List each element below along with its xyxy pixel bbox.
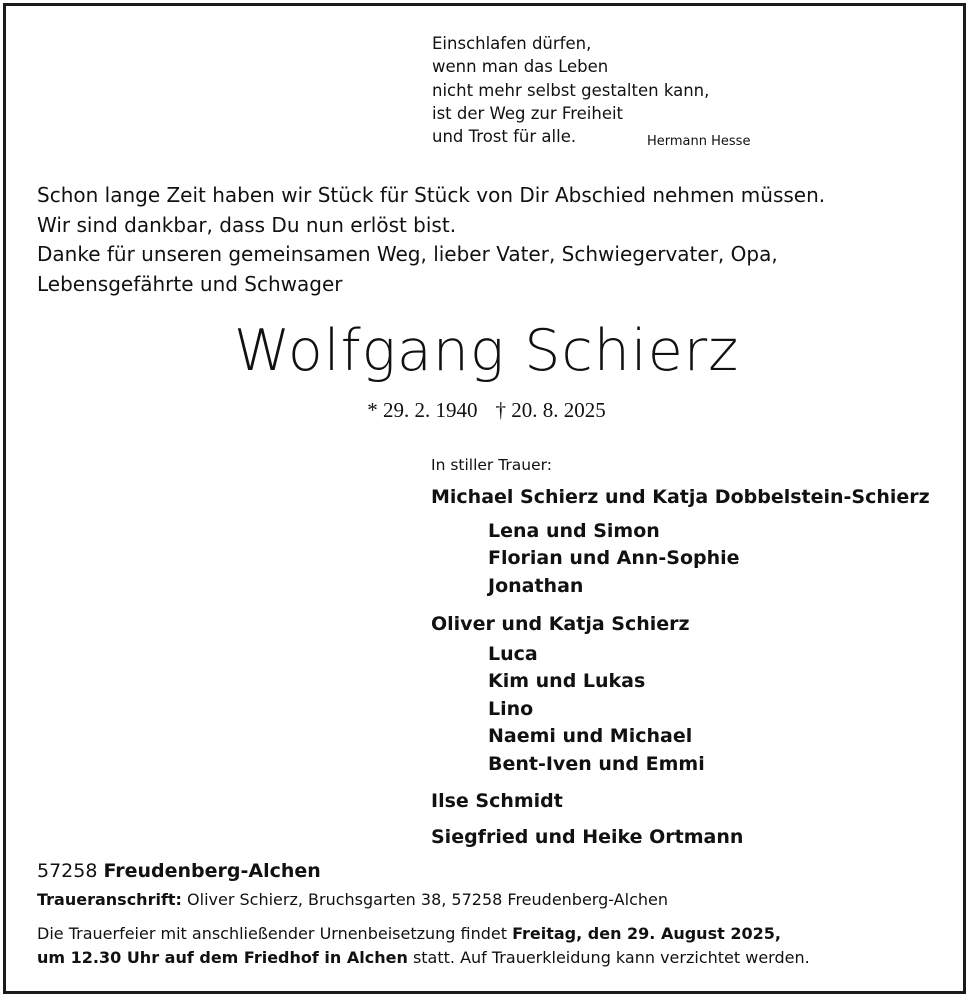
mourning-address — [37, 890, 668, 909]
mourner-child: Florian und Ann-Sophie — [488, 547, 740, 569]
location-zip: 57258 — [37, 860, 98, 882]
intro-line: Wir sind dankbar, dass Du nun erlöst bist. — [37, 212, 457, 237]
poem-line: nicht mehr selbst gestalten kann, — [432, 80, 710, 100]
mourner-child: Kim und Lukas — [488, 670, 646, 692]
poem-line: Einschlafen dürfen, — [432, 34, 592, 53]
birth-date: * 29. 2. 1940 — [367, 398, 478, 422]
poem-line: ist der Weg zur Freiheit — [432, 103, 624, 123]
location — [37, 860, 321, 882]
death-date: † 20. 8. 2025 — [495, 398, 606, 422]
intro-line: Schon lange Zeit haben wir Stück für Stück von Dir Abschied nehmen müssen. — [37, 183, 826, 207]
mourner-family: Michael Schierz und Katja Dobbelstein-Schierz — [431, 486, 930, 508]
life-dates — [0, 398, 973, 423]
funeral-text: Die Trauerfeier mit anschließender Urnenbeisetzung findet — [37, 924, 513, 943]
intro-line: Danke für unseren gemeinsamen Weg, lieber Vater, Schwiegervater, Opa, — [37, 242, 778, 266]
mourners-label: In stiller Trauer: — [431, 456, 552, 474]
mourner-child: Jonathan — [488, 575, 584, 597]
funeral-date: Freitag, den 29. August 2025, — [512, 924, 781, 943]
deceased-name: Wolfgang Schierz — [233, 318, 740, 384]
mourner-child: Lino — [488, 698, 534, 720]
funeral-time-place: um 12.30 Uhr auf dem Friedhof in Alchen — [37, 947, 408, 967]
mourner-child: Naemi und Michael — [488, 725, 693, 747]
intro-text — [37, 181, 825, 299]
intro-line: Lebensgefährte und Schwager — [37, 271, 343, 296]
address-label: Traueranschrift: — [37, 890, 182, 909]
mourner-family: Siegfried und Heike Ortmann — [431, 826, 744, 848]
funeral-text: statt. Auf Trauerkleidung kann verzichtet werden. — [407, 947, 810, 967]
address-text: Oliver Schierz, Bruchsgarten 38, 57258 Freudenberg-Alchen — [187, 890, 668, 909]
poem-line: und Trost für alle. — [432, 127, 577, 147]
location-city: Freudenberg-Alchen — [103, 860, 321, 882]
mourner-family: Ilse Schmidt — [431, 790, 563, 812]
funeral-notice — [37, 922, 810, 969]
mourner-child: Lena und Simon — [488, 520, 660, 542]
poem-line: wenn man das Leben — [432, 57, 609, 77]
poem — [432, 32, 709, 148]
poem-author: Hermann Hesse — [647, 134, 751, 149]
mourner-child: Luca — [488, 643, 538, 665]
mourner-child: Bent-Iven und Emmi — [488, 753, 705, 775]
mourner-family: Oliver und Katja Schierz — [431, 613, 690, 635]
